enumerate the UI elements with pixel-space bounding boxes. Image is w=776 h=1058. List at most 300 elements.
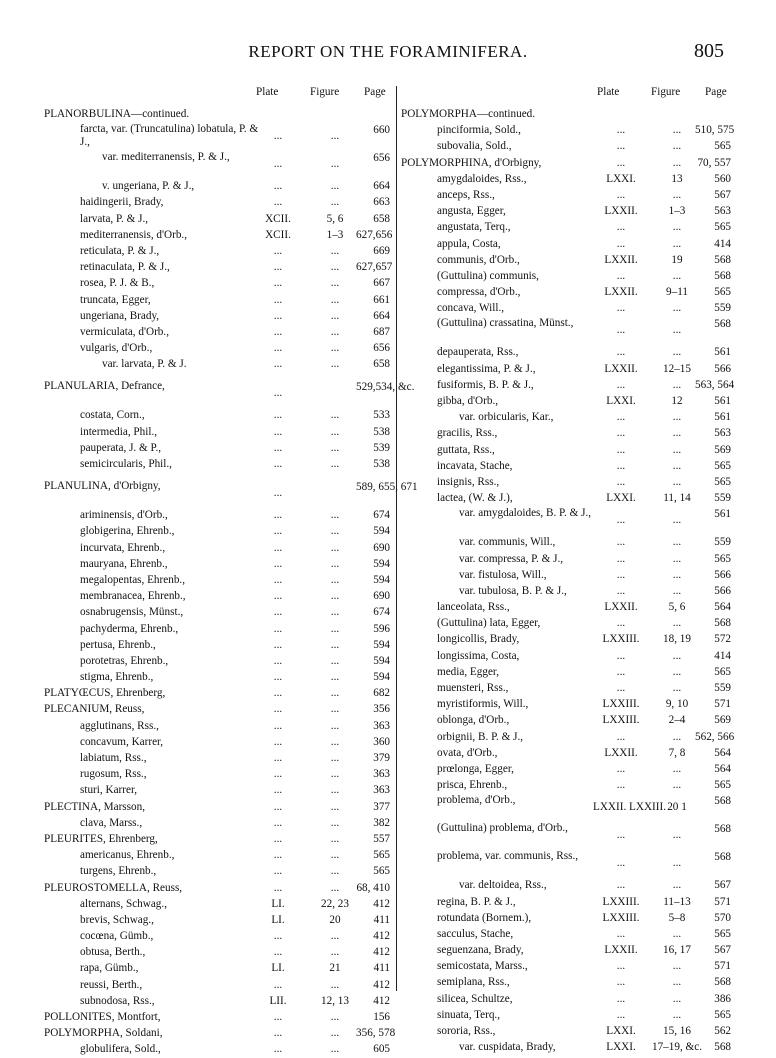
entry-name: incavata, Stache, — [437, 459, 513, 472]
page-cell: 627,656 — [356, 228, 393, 241]
entry-name: fusiformis, B. P. & J., — [437, 378, 534, 391]
index-entry — [44, 766, 388, 782]
figure-cell: 13 — [671, 172, 683, 185]
entry-name: var. larvata, P. & J. — [102, 358, 187, 371]
page-cell: 559 — [714, 682, 731, 694]
page-cell: 594 — [373, 671, 390, 684]
figure-cell: 1–3 — [668, 205, 686, 218]
page-cell: 589, 655, 671 — [356, 481, 418, 494]
page-cell: 561 — [714, 508, 731, 521]
page-cell: 539 — [373, 441, 390, 454]
index-column-left — [44, 86, 418, 1058]
plate-cell: ... — [273, 244, 283, 257]
index-entry — [44, 424, 388, 440]
plate-cell: LI. — [271, 897, 285, 910]
index-entry — [397, 506, 731, 534]
page-cell: 356 — [373, 703, 390, 716]
entry-name: silicea, Schultze, — [437, 992, 513, 1005]
figure-cell: ... — [672, 221, 682, 234]
figure-cell: ... — [330, 622, 340, 635]
plate-cell: ... — [273, 557, 283, 570]
plate-cell: ... — [616, 411, 626, 424]
entry-name: pertusa, Ehrenb., — [80, 638, 156, 651]
figure-cell: ... — [672, 665, 682, 678]
entry-name: gracilis, Rss., — [437, 427, 498, 440]
index-entry — [44, 122, 388, 150]
plate-cell: ... — [273, 671, 283, 684]
index-entry — [397, 187, 731, 203]
figure-cell: ... — [330, 978, 340, 991]
plate-cell: ... — [273, 1027, 283, 1040]
plate-cell: ... — [273, 703, 283, 716]
plate-cell: ... — [616, 779, 626, 792]
entry-name: insignis, Rss., — [437, 475, 500, 488]
plate-cell: ... — [273, 180, 283, 193]
figure-cell: ... — [330, 687, 340, 700]
entry-name: vermiculata, d'Orb., — [80, 325, 169, 338]
figure-cell: ... — [330, 425, 340, 438]
entry-name: rosea, P. J. & B., — [80, 277, 155, 290]
plate-cell: ... — [273, 441, 283, 454]
entry-name: var. amygdaloides, B. P. & J., — [459, 507, 592, 520]
page-cell: 566 — [714, 362, 731, 375]
plate-cell: ... — [616, 269, 626, 282]
entry-name: var. deltoidea, Rss., — [459, 879, 547, 892]
page-cell: 687 — [373, 325, 390, 338]
entry-name: brevis, Schwag., — [80, 913, 154, 926]
plate-cell: LXXII. — [604, 601, 638, 614]
entry-name: subovalia, Sold., — [437, 140, 512, 153]
figure-cell: 19 — [671, 253, 683, 266]
page-cell: 690 — [373, 541, 390, 554]
plate-cell: ... — [273, 978, 283, 991]
plate-cell: ... — [273, 261, 283, 274]
plate-cell: LXXIII. — [602, 714, 640, 727]
plate-cell: ... — [273, 358, 283, 371]
page-cell: 564 — [714, 762, 731, 775]
index-entry — [397, 361, 731, 377]
entry-name: muensteri, Rss., — [437, 682, 509, 694]
index-entry — [44, 540, 388, 556]
index-entry — [44, 479, 418, 507]
page-cell: 567 — [714, 944, 731, 957]
figure-cell: ... — [330, 196, 340, 209]
entry-name: depauperata, Rss., — [437, 346, 519, 359]
figure-cell: 15, 16 — [663, 1025, 691, 1037]
index-entry — [44, 701, 388, 717]
plate-cell: ... — [273, 719, 283, 732]
entry-name: pinciformia, Sold., — [437, 124, 521, 137]
entry-name: haidingerii, Brady, — [80, 196, 164, 209]
figure-cell: ... — [330, 325, 340, 338]
page-cell: 627,657 — [356, 261, 393, 274]
index-entry — [397, 284, 731, 300]
entry-name: globulifera, Sold., — [80, 1043, 161, 1056]
plate-cell: LXXI. — [606, 492, 636, 505]
page-cell: 594 — [373, 638, 390, 651]
entry-name: truncata, Egger, — [80, 293, 151, 306]
index-entry — [44, 734, 388, 750]
page-cell: 568 — [714, 823, 731, 836]
entry-name: appula, Costa, — [437, 237, 501, 250]
figure-header: Figure — [310, 86, 340, 98]
index-entry — [44, 308, 388, 324]
figure-cell: 18, 19 — [663, 633, 691, 646]
index-entry — [397, 821, 731, 849]
page-cell: 559 — [714, 492, 731, 505]
plate-header: Plate — [256, 86, 279, 98]
plate-cell: ... — [273, 1011, 283, 1023]
index-entry — [397, 268, 731, 284]
figure-cell: ... — [330, 865, 340, 878]
page-cell: 669 — [373, 244, 390, 257]
index-entry — [44, 556, 388, 572]
figure-cell: ... — [330, 409, 340, 422]
figure-cell: ... — [672, 536, 682, 549]
plate-cell: ... — [273, 1043, 283, 1056]
page-cell: 565 — [714, 1008, 731, 1021]
page-cell: 382 — [373, 816, 390, 829]
entry-name: angustata, Terq., — [437, 221, 511, 234]
page-cell: 565 — [714, 779, 731, 792]
plate-cell: ... — [273, 768, 283, 781]
index-entry — [44, 815, 388, 831]
plate-cell: ... — [616, 427, 626, 440]
figure-cell: ... — [330, 881, 340, 894]
figure-cell: ... — [672, 269, 682, 282]
plate-cell: ... — [273, 158, 283, 171]
plate-cell: ... — [616, 324, 626, 337]
index-entry — [397, 409, 731, 425]
index-entry — [44, 718, 388, 734]
entry-name: mauryana, Ehrenb., — [80, 557, 168, 570]
figure-cell: 17–19, &c. — [651, 1041, 703, 1054]
plate-cell: ... — [616, 730, 626, 743]
figure-cell: ... — [672, 992, 682, 1005]
index-entry — [44, 621, 388, 637]
index-entry — [44, 977, 388, 993]
index-entry — [397, 648, 731, 664]
entry-name: alternans, Schwag., — [80, 897, 167, 910]
page-cell: 569 — [714, 443, 731, 456]
index-entry — [397, 171, 731, 187]
figure-cell: 20 — [329, 913, 341, 926]
index-entry — [397, 583, 731, 599]
page-cell: 363 — [373, 768, 390, 781]
entry-name: pauperata, J. & P., — [80, 441, 162, 454]
index-entry — [397, 712, 731, 728]
index-entry — [397, 894, 731, 910]
entry-name: prœlonga, Egger, — [437, 762, 514, 775]
page-cell: 656 — [373, 342, 390, 355]
page-cell: 560 — [714, 172, 731, 185]
page-cell: 690 — [373, 590, 390, 603]
figure-cell: ... — [672, 514, 682, 527]
figure-cell: ... — [330, 832, 340, 845]
index-entry — [44, 324, 388, 340]
figure-cell: ... — [330, 1011, 340, 1023]
entry-name: myristiformis, Will., — [437, 698, 529, 711]
page-cell: 664 — [373, 309, 390, 322]
index-entry — [44, 960, 388, 976]
plate-cell: ... — [616, 221, 626, 234]
figure-cell: ... — [672, 730, 682, 743]
entry-name: ariminensis, d'Orb., — [80, 509, 168, 522]
page-cell: 68, 410 — [356, 881, 390, 894]
entry-name: media, Egger, — [437, 665, 499, 678]
index-entry — [397, 877, 731, 893]
page-cell: 572 — [714, 633, 731, 646]
figure-cell: ... — [330, 130, 340, 143]
plate-cell: ... — [273, 293, 283, 306]
index-entry — [397, 236, 731, 252]
figure-cell: ... — [330, 541, 340, 554]
plate-cell: ... — [273, 409, 283, 422]
plate-cell: LXXIII. — [602, 633, 640, 646]
index-entry — [44, 340, 388, 356]
index-entry — [44, 440, 388, 456]
plate-cell: ... — [616, 140, 626, 153]
plate-cell: ... — [616, 536, 626, 549]
index-entry — [44, 178, 388, 194]
plate-cell: ... — [273, 325, 283, 338]
entry-name: costata, Corn., — [80, 409, 145, 422]
index-entry — [44, 1009, 388, 1025]
plate-cell: ... — [273, 541, 283, 554]
entry-name: rotundata (Bornem.), — [437, 911, 532, 924]
entry-name: POLYMORPHINA, d'Orbigny, — [401, 156, 542, 169]
figure-cell: ... — [672, 1008, 682, 1021]
figure-cell: ... — [672, 237, 682, 250]
index-entry — [44, 211, 388, 227]
page-cell: 565 — [714, 459, 731, 472]
figure-cell: ... — [330, 703, 340, 716]
page-cell: 363 — [373, 784, 390, 797]
entry-name: var. cuspidata, Brady, — [459, 1041, 556, 1054]
plate-cell: ... — [273, 784, 283, 797]
page-cell: 386 — [714, 992, 731, 1005]
entry-name: PLANULARIA, Defrance, — [44, 380, 165, 393]
plate-cell: ... — [273, 425, 283, 438]
page-cell: 565 — [714, 552, 731, 565]
index-entry — [397, 474, 731, 490]
figure-cell: 1–3 — [326, 228, 344, 241]
page-cell: 568 — [714, 617, 731, 630]
plate-cell: ... — [273, 487, 283, 500]
figure-cell: ... — [330, 784, 340, 797]
page-cell: 568 — [714, 253, 731, 266]
page-number: 805 — [694, 40, 724, 62]
index-entry — [44, 782, 388, 798]
page-cell: 664 — [373, 180, 390, 193]
entry-name: concavum, Karrer, — [80, 735, 164, 748]
page-cell: 565 — [714, 927, 731, 940]
index-entry — [44, 831, 388, 847]
page-cell: 674 — [373, 606, 390, 619]
index-entry — [44, 669, 388, 685]
page-cell: 561 — [714, 346, 731, 359]
plate-cell: ... — [273, 525, 283, 538]
index-entry — [44, 106, 388, 122]
plate-cell: LXXIII. — [602, 895, 640, 908]
index-entry — [397, 106, 731, 122]
entry-name: semicostata, Marss., — [437, 960, 528, 973]
figure-cell: ... — [672, 779, 682, 792]
index-column-right — [396, 86, 735, 1054]
figure-cell: 12 — [671, 395, 683, 407]
page-cell: 663 — [373, 196, 390, 209]
entry-name: turgens, Ehrenb., — [80, 865, 157, 878]
page-cell: 562, 566 — [695, 730, 735, 743]
figure-cell: ... — [330, 849, 340, 862]
index-entry — [397, 252, 731, 268]
entry-name: longicollis, Brady, — [437, 633, 520, 646]
page-cell: 594 — [373, 525, 390, 538]
figure-cell: ... — [330, 261, 340, 274]
page-cell: 565 — [714, 221, 731, 234]
page-cell: 567 — [714, 188, 731, 201]
entry-name: seguenzana, Brady, — [437, 944, 524, 957]
figure-cell: ... — [672, 459, 682, 472]
plate-cell: ... — [273, 622, 283, 635]
index-entry — [397, 567, 731, 583]
page-cell: 658 — [373, 212, 390, 225]
entry-name: osnabrugensis, Münst., — [80, 606, 184, 619]
figure-cell: 12–15 — [663, 362, 691, 375]
page-cell: 571 — [714, 895, 731, 908]
page-cell: 568 — [714, 318, 731, 331]
entry-name: problema, d'Orb., — [437, 794, 516, 807]
entry-name: POLLONITES, Montfort, — [44, 1011, 161, 1023]
figure-cell: ... — [330, 557, 340, 570]
index-entry — [44, 912, 388, 928]
page-cell: 667 — [373, 277, 390, 290]
entry-name: longissima, Costa, — [437, 649, 520, 662]
index-entry — [397, 155, 731, 171]
index-entry — [397, 442, 731, 458]
page-cell: 569 — [714, 714, 731, 727]
page-cell: 567 — [714, 879, 731, 892]
entry-name: PLEURITES, Ehrenberg, — [44, 832, 158, 845]
page-cell: 566 — [714, 568, 731, 581]
page-cell: 360 — [373, 735, 390, 748]
page-cell: 568 — [714, 795, 731, 808]
page-cell: 411 — [373, 962, 390, 975]
index-entry — [397, 680, 731, 696]
figure-cell: ... — [672, 411, 682, 424]
page-cell: 538 — [373, 458, 390, 470]
index-entry — [44, 356, 388, 372]
index-entry — [44, 928, 388, 944]
page-cell: 565 — [714, 665, 731, 678]
plate-cell: ... — [616, 682, 626, 694]
figure-cell: ... — [330, 342, 340, 355]
plate-cell: LXXII. — [604, 253, 638, 266]
figure-cell: 5–8 — [668, 911, 686, 924]
index-entry — [44, 243, 388, 259]
plate-cell: ... — [273, 735, 283, 748]
index-entry — [44, 653, 388, 669]
plate-cell: ... — [616, 237, 626, 250]
figure-cell: ... — [330, 309, 340, 322]
entry-name: clava, Marss., — [80, 816, 143, 829]
figure-cell: ... — [330, 509, 340, 522]
plate-cell: LXXII. — [604, 205, 638, 218]
column-header — [44, 86, 388, 106]
entry-name: americanus, Ehrenb., — [80, 849, 175, 862]
entry-name: oblonga, d'Orb., — [437, 714, 510, 727]
page-cell: 564 — [714, 601, 731, 614]
plate-cell: ... — [616, 475, 626, 488]
index-entry — [44, 275, 388, 291]
index-entry — [397, 696, 731, 712]
entry-name: PLECANIUM, Reuss, — [44, 703, 145, 716]
page-cell: 565 — [714, 140, 731, 153]
figure-cell: ... — [330, 277, 340, 290]
figure-cell: 11, 14 — [663, 492, 691, 505]
figure-cell: ... — [672, 960, 682, 973]
entry-name: sororia, Rss., — [437, 1025, 496, 1037]
figure-cell: ... — [672, 857, 682, 870]
plate-cell: ... — [273, 752, 283, 764]
plate-cell: ... — [273, 309, 283, 322]
figure-cell: 21 — [329, 962, 341, 975]
entry-name: cocœna, Gümb., — [80, 930, 154, 943]
entry-name: POLYMORPHA, Soldani, — [44, 1027, 163, 1040]
page-cell: 510, 575 — [695, 124, 735, 137]
figure-cell: ... — [672, 617, 682, 630]
entry-name: incurvata, Ehrenb., — [80, 541, 166, 554]
entry-name: (Guttulina) crassatina, Münst., — [437, 317, 574, 330]
entry-name: angusta, Egger, — [437, 205, 506, 218]
entry-name: (Guttulina) lata, Egger, — [437, 617, 541, 630]
entry-name: gibba, d'Orb., — [437, 395, 499, 407]
plate-cell: XCII. — [265, 212, 291, 225]
plate-cell: ... — [616, 459, 626, 472]
index-entry — [397, 849, 731, 877]
entry-name: PLANORBULINA—continued. — [44, 108, 190, 120]
page-cell: 411 — [373, 913, 390, 926]
plate-cell: ... — [616, 302, 626, 315]
entry-name: ungeriana, Brady, — [80, 309, 160, 322]
plate-cell: ... — [616, 443, 626, 456]
figure-cell: ... — [330, 441, 340, 454]
figure-cell: ... — [330, 458, 340, 470]
figure-cell: ... — [672, 927, 682, 940]
figure-cell: ... — [330, 158, 340, 171]
index-entry — [44, 637, 388, 653]
plate-cell: ... — [273, 342, 283, 355]
plate-cell: ... — [273, 881, 283, 894]
plate-cell: ... — [273, 930, 283, 943]
page-cell: 661 — [373, 293, 390, 306]
index-entry — [44, 194, 388, 210]
index-entry — [397, 490, 731, 506]
entry-name: PLATYŒCUS, Ehrenberg, — [44, 687, 166, 700]
page-cell: 565 — [373, 865, 390, 878]
page-cell: 533 — [373, 409, 390, 422]
plate-cell: LXXII. — [604, 944, 638, 957]
entry-name: subnodosa, Rss., — [80, 994, 155, 1007]
entry-name: concava, Will., — [437, 302, 505, 315]
entry-name: rugosum, Rss., — [80, 768, 147, 781]
index-entry — [44, 588, 388, 604]
entry-name: larvata, P. & J., — [80, 212, 149, 225]
figure-cell: ... — [330, 358, 340, 371]
index-entry — [44, 604, 388, 620]
entry-name: pachyderma, Ehrenb., — [80, 622, 179, 635]
figure-cell: 9, 10 — [665, 698, 689, 711]
